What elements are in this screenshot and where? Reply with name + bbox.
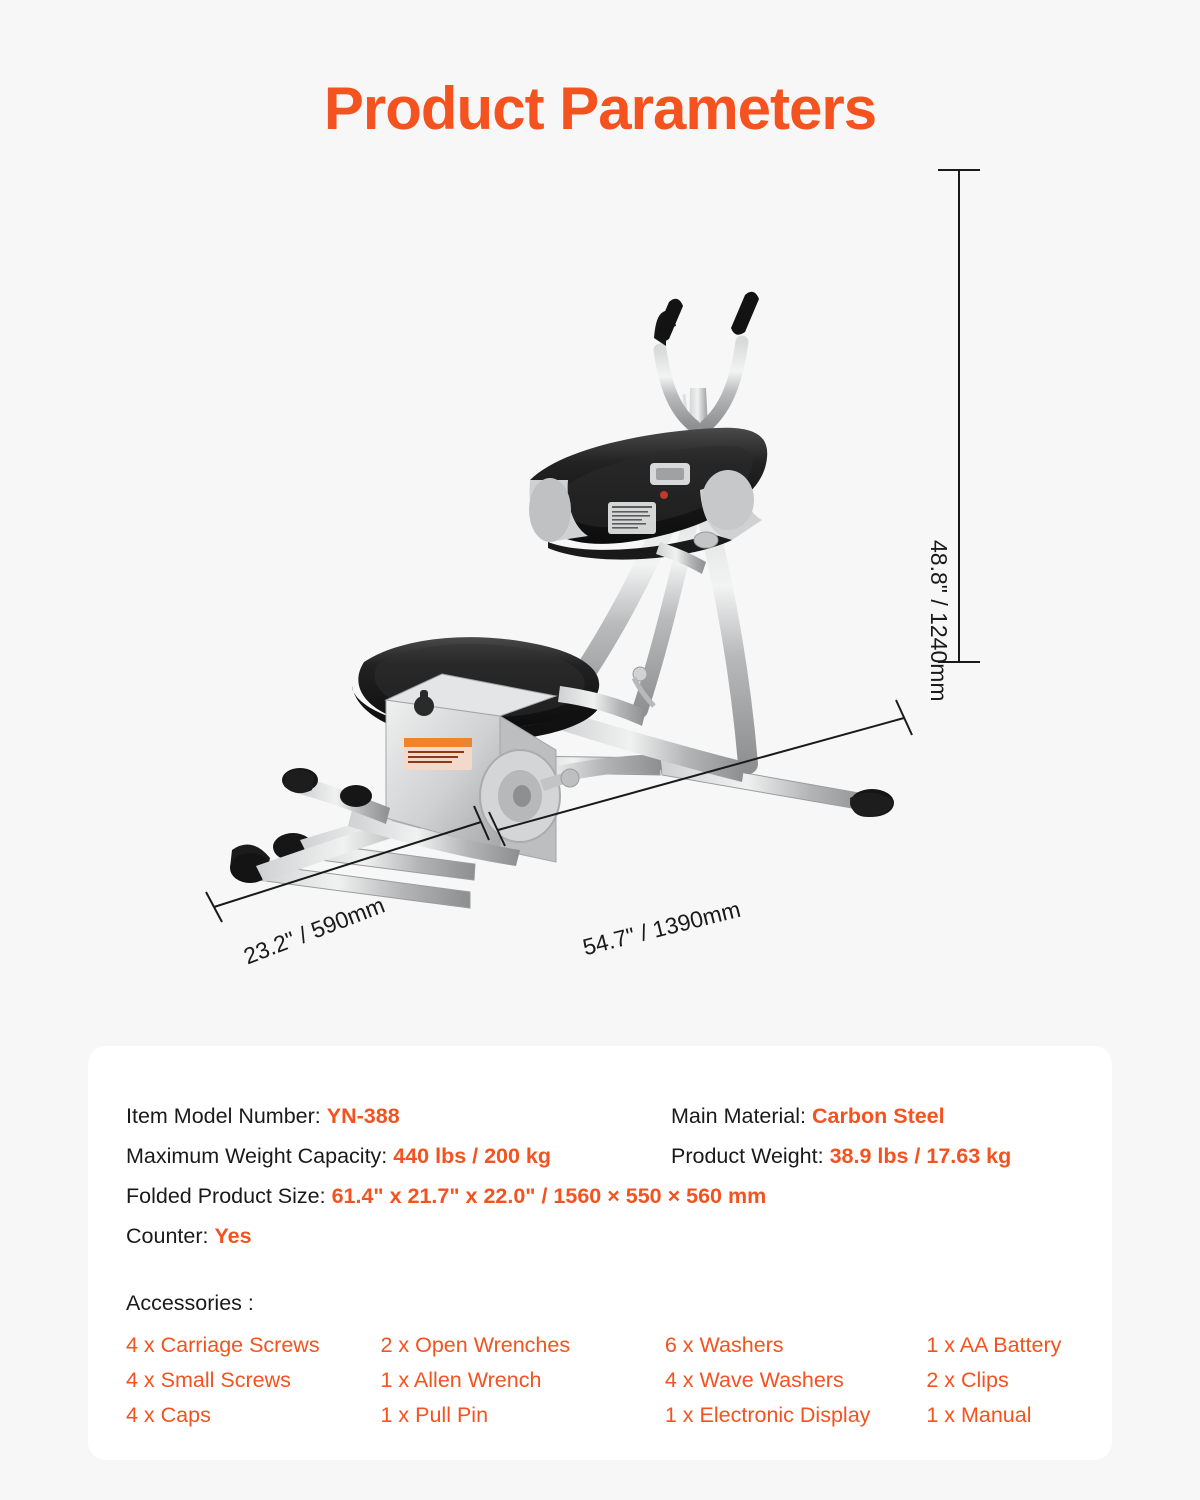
dimension-depth-label: 23.2" / 590mm — [240, 891, 389, 970]
accessory-item: 4 x Wave Washers — [664, 1368, 844, 1392]
spec-label: Counter: — [126, 1224, 209, 1248]
spec-label: Maximum Weight Capacity: — [126, 1144, 388, 1168]
specifications-card — [88, 1046, 1112, 1460]
accessory-item: 4 x Small Screws — [126, 1368, 291, 1392]
spec-item-folded-product-size — [126, 1184, 1026, 1209]
dimension-width-label: 54.7" / 1390mm — [580, 895, 744, 961]
spec-row — [126, 1184, 1086, 1209]
accessory-item: 4 x Carriage Screws — [126, 1333, 320, 1357]
accessory-item: 1 x Pull Pin — [380, 1403, 489, 1427]
spec-value: 61.4" x 21.7" x 22.0" / 1560 × 550 × 560 mm — [331, 1184, 767, 1208]
ab-coaster-machine-image — [0, 150, 1200, 1050]
accessory-item: 1 x Electronic Display — [664, 1403, 871, 1427]
accessories-grid — [126, 1328, 1086, 1433]
accessory-item: 6 x Washers — [664, 1333, 784, 1357]
accessory-item: 4 x Caps — [126, 1403, 211, 1427]
accessory-item: 2 x Clips — [926, 1368, 1009, 1392]
accessories-column — [126, 1328, 380, 1433]
spec-item-model-number — [126, 1104, 671, 1129]
page-title: Product Parameters — [323, 75, 877, 142]
spec-label: Main Material: — [671, 1104, 807, 1128]
product-illustration — [0, 150, 1200, 1050]
spec-item-product-weight — [671, 1144, 1071, 1169]
spec-value: 440 lbs / 200 kg — [393, 1144, 552, 1168]
spec-row — [126, 1224, 1086, 1249]
spec-value: Yes — [214, 1224, 252, 1248]
spec-value: YN-388 — [326, 1104, 400, 1128]
spec-item-counter — [126, 1224, 1026, 1249]
accessories-column — [665, 1328, 926, 1433]
accessory-item: 1 x Manual — [926, 1403, 1032, 1427]
accessories-column — [380, 1328, 664, 1433]
spec-row — [126, 1144, 1086, 1169]
spec-value: 38.9 lbs / 17.63 kg — [829, 1144, 1012, 1168]
spec-label: Item Model Number: — [126, 1104, 321, 1128]
spec-label: Folded Product Size: — [126, 1184, 326, 1208]
spec-row — [126, 1104, 1086, 1129]
accessories-title: Accessories : — [126, 1291, 254, 1315]
spec-value: Carbon Steel — [812, 1104, 945, 1128]
dimension-height-label: 48.8" / 1240mm — [926, 540, 952, 702]
specifications-grid — [126, 1104, 1086, 1264]
spec-label: Product Weight: — [671, 1144, 824, 1168]
accessory-item: 2 x Open Wrenches — [380, 1333, 571, 1357]
accessory-item: 1 x Allen Wrench — [380, 1368, 542, 1392]
spec-item-max-weight-capacity — [126, 1144, 671, 1169]
accessory-item: 1 x AA Battery — [926, 1333, 1062, 1357]
spec-item-main-material — [671, 1104, 1071, 1129]
accessories-column — [926, 1328, 1086, 1433]
